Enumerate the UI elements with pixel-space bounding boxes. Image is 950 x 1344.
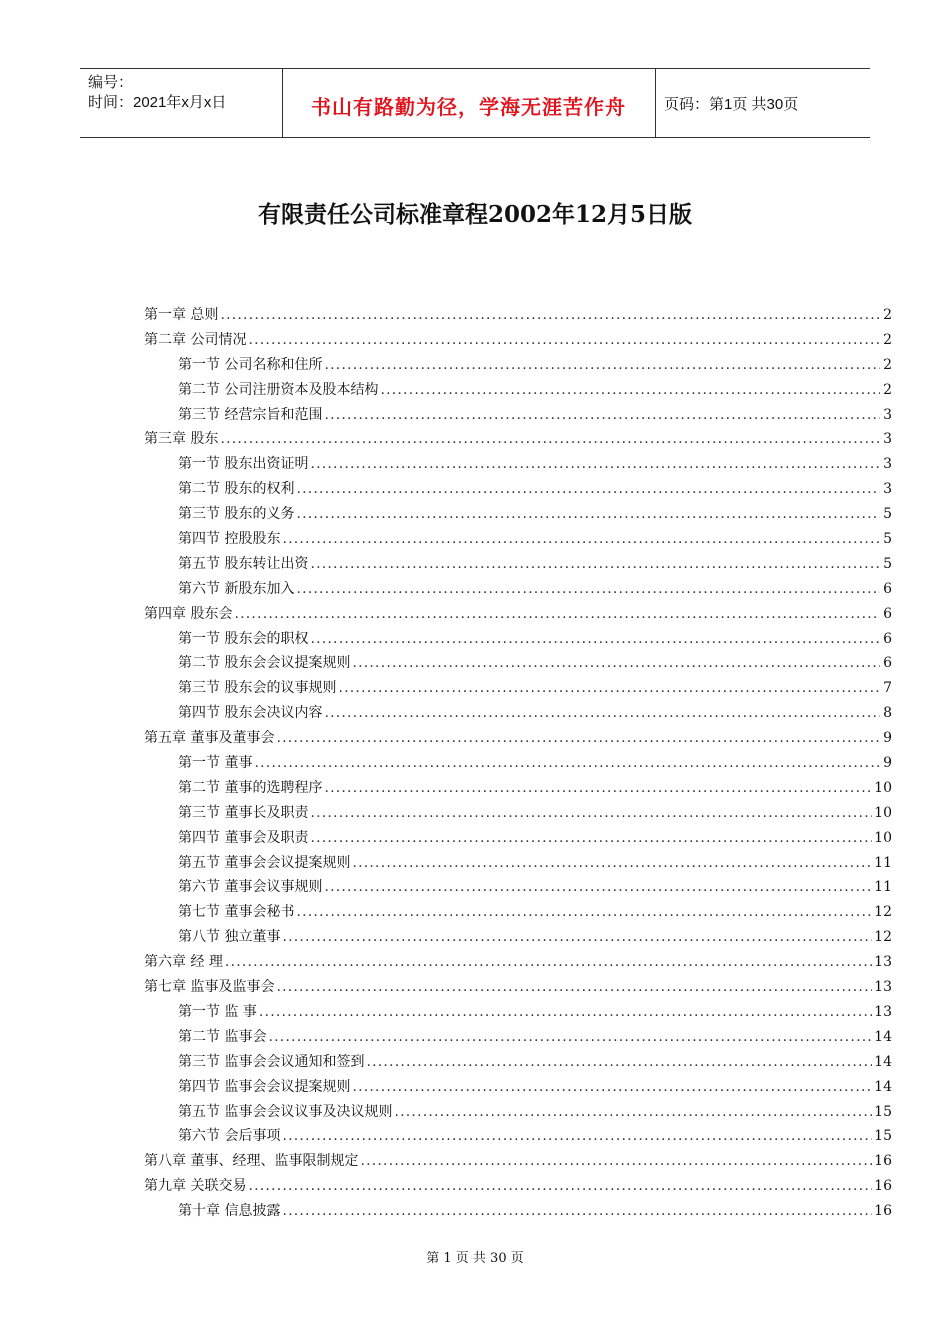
toc-entry-page: 12 [874, 904, 892, 921]
toc-entry[interactable] [144, 702, 892, 727]
toc-entry[interactable] [144, 976, 892, 1001]
toc-entry-page: 6 [883, 605, 892, 622]
toc-entry-label: 第二节 董事的选聘程序 [178, 779, 323, 796]
toc-leader-dots [352, 655, 880, 671]
toc-entry-label: 第九章 关联交易 [144, 1178, 247, 1195]
table-of-contents [144, 304, 892, 1225]
toc-entry-page: 10 [874, 829, 892, 846]
toc-entry-page: 14 [874, 1078, 892, 1095]
toc-entry-page: 3 [883, 406, 892, 423]
toc-entry-page: 14 [874, 1028, 892, 1045]
toc-entry-label: 第二章 公司情况 [144, 331, 247, 348]
toc-leader-dots [276, 730, 880, 746]
toc-entry[interactable] [144, 1026, 892, 1051]
toc-entry[interactable] [144, 578, 892, 603]
toc-entry[interactable] [144, 802, 892, 827]
toc-entry-page: 8 [883, 705, 892, 722]
toc-entry[interactable] [144, 1200, 892, 1225]
toc-entry-page: 11 [874, 879, 892, 896]
toc-entry-page: 16 [874, 1153, 892, 1170]
toc-entry-page: 11 [874, 854, 892, 871]
toc-entry[interactable] [144, 1001, 892, 1026]
header-meta [88, 73, 226, 113]
toc-entry-label: 第一章 总则 [144, 307, 219, 323]
toc-entry-page: 2 [883, 381, 892, 398]
toc-entry[interactable] [144, 752, 892, 777]
toc-entry-page: 15 [874, 1128, 892, 1145]
toc-entry[interactable] [144, 1150, 892, 1175]
toc-entry-label: 第十章 信息披露 [178, 1203, 281, 1220]
toc-entry-page: 16 [874, 1178, 892, 1195]
toc-entry-label: 第六章 经 理 [144, 954, 223, 971]
page-header [80, 68, 870, 138]
toc-entry-label: 第四章 股东会 [144, 605, 233, 622]
toc-entry-label: 第六节 董事会议事规则 [178, 879, 323, 896]
toc-entry-page: 14 [874, 1053, 892, 1070]
toc-leader-dots [276, 979, 872, 995]
toc-leader-dots [324, 705, 880, 721]
toc-leader-dots [248, 1178, 872, 1194]
toc-entry-label: 第六节 新股东加入 [178, 580, 295, 597]
toc-entry[interactable] [144, 379, 892, 404]
toc-leader-dots [394, 1104, 872, 1120]
toc-entry-page: 2 [883, 307, 892, 323]
toc-leader-dots [248, 332, 880, 348]
toc-entry-page: 12 [874, 929, 892, 946]
toc-leader-dots [324, 357, 880, 373]
toc-entry-page: 3 [883, 456, 892, 473]
toc-leader-dots [296, 481, 880, 497]
toc-leader-dots [282, 1203, 872, 1219]
toc-leader-dots [324, 780, 872, 796]
toc-entry-page: 2 [883, 356, 892, 373]
toc-entry[interactable] [144, 926, 892, 951]
toc-entry[interactable] [144, 1076, 892, 1101]
toc-leader-dots [254, 755, 880, 771]
toc-entry[interactable] [144, 777, 892, 802]
toc-entry-page: 13 [874, 979, 892, 996]
toc-entry-label: 第一节 股东出资证明 [178, 456, 309, 473]
toc-entry[interactable] [144, 727, 892, 752]
toc-leader-dots [282, 929, 872, 945]
toc-entry-label: 第五章 董事及董事会 [144, 730, 275, 747]
toc-entry[interactable] [144, 428, 892, 453]
toc-entry-label: 第四节 股东会决议内容 [178, 705, 323, 722]
toc-entry[interactable] [144, 478, 892, 503]
toc-entry-label: 第四节 董事会及职责 [178, 829, 309, 846]
toc-leader-dots [310, 556, 880, 572]
toc-entry[interactable] [144, 329, 892, 354]
toc-entry-page: 10 [874, 779, 892, 796]
time-label: 时间：2021年x月x日 [88, 94, 227, 111]
toc-entry-label: 第二节 监事会 [178, 1028, 267, 1045]
toc-entry-label: 第五节 监事会会议议事及决议规则 [178, 1103, 393, 1120]
toc-entry-label: 第二节 股东的权利 [178, 481, 295, 498]
toc-entry[interactable] [144, 901, 892, 926]
toc-entry-label: 第八章 董事、经理、监事限制规定 [144, 1153, 359, 1170]
toc-entry-label: 第二节 股东会会议提案规则 [178, 655, 351, 672]
toc-entry[interactable] [144, 354, 892, 379]
toc-leader-dots [310, 830, 872, 846]
serial-number-label: 编号： [88, 74, 134, 91]
toc-leader-dots [220, 431, 880, 447]
toc-entry-page: 16 [874, 1203, 892, 1220]
toc-leader-dots [360, 1153, 872, 1169]
toc-leader-dots [220, 307, 880, 323]
toc-entry-label: 第三节 股东的义务 [178, 506, 295, 523]
toc-entry-label: 第三节 股东会的议事规则 [178, 680, 337, 697]
toc-entry-label: 第一节 监 事 [178, 1003, 257, 1020]
toc-entry[interactable] [144, 503, 892, 528]
header-page-info: 页码：第1页 共30页 [664, 96, 799, 113]
toc-leader-dots [352, 855, 872, 871]
toc-entry-label: 第二节 公司注册资本及股本结构 [178, 381, 379, 398]
toc-entry-page: 5 [883, 555, 892, 572]
toc-entry-label: 第六节 会后事项 [178, 1128, 281, 1145]
toc-entry-page: 3 [883, 481, 892, 498]
toc-entry[interactable] [144, 677, 892, 702]
toc-entry[interactable] [144, 404, 892, 429]
toc-entry[interactable] [144, 628, 892, 653]
header-divider [655, 69, 656, 137]
toc-entry[interactable] [144, 876, 892, 901]
toc-entry[interactable] [144, 1175, 892, 1200]
toc-leader-dots [310, 456, 880, 472]
toc-entry-label: 第四节 控股股东 [178, 531, 281, 548]
toc-entry-label: 第一节 董事 [178, 755, 253, 772]
toc-entry-page: 15 [874, 1103, 892, 1120]
toc-leader-dots [324, 879, 872, 895]
toc-entry-label: 第三节 监事会会议通知和签到 [178, 1053, 365, 1070]
toc-entry-label: 第八节 独立董事 [178, 929, 281, 946]
toc-entry[interactable] [144, 1125, 892, 1150]
toc-leader-dots [380, 382, 880, 398]
toc-entry-page: 9 [883, 730, 892, 747]
toc-entry-label: 第七章 监事及监事会 [144, 979, 275, 996]
toc-entry-page: 10 [874, 804, 892, 821]
toc-leader-dots [282, 531, 880, 547]
toc-entry[interactable] [144, 652, 892, 677]
toc-leader-dots [296, 581, 880, 597]
page-footer: 第 1 页 共 30 页 [426, 1251, 524, 1266]
toc-entry[interactable] [144, 852, 892, 877]
toc-entry-page: 9 [883, 755, 892, 772]
toc-entry[interactable] [144, 827, 892, 852]
toc-entry-label: 第五节 董事会会议提案规则 [178, 854, 351, 871]
toc-leader-dots [282, 1128, 872, 1144]
toc-entry-page: 5 [883, 531, 892, 548]
toc-entry[interactable] [144, 603, 892, 628]
toc-leader-dots [296, 904, 872, 920]
toc-leader-dots [296, 506, 880, 522]
toc-entry-page: 6 [883, 630, 892, 647]
toc-leader-dots [366, 1054, 872, 1070]
toc-entry-page: 2 [883, 331, 892, 348]
toc-leader-dots [352, 1079, 872, 1095]
toc-entry[interactable] [144, 453, 892, 478]
toc-leader-dots [268, 1029, 872, 1045]
toc-entry-page: 3 [883, 431, 892, 448]
toc-entry-label: 第一节 股东会的职权 [178, 630, 309, 647]
toc-entry-label: 第一节 公司名称和住所 [178, 356, 323, 373]
toc-entry[interactable] [144, 1101, 892, 1126]
toc-leader-dots [338, 680, 880, 696]
toc-entry-page: 13 [874, 1003, 892, 1020]
toc-leader-dots [225, 954, 872, 970]
toc-leader-dots [234, 606, 880, 622]
toc-entry-page: 5 [883, 506, 892, 523]
toc-leader-dots [310, 805, 872, 821]
toc-leader-dots [310, 631, 880, 647]
toc-entry-page: 6 [883, 655, 892, 672]
header-motto: 书山有路勤为径，学海无涯苦作舟 [311, 95, 626, 119]
toc-entry-page: 6 [883, 580, 892, 597]
toc-entry-page: 7 [883, 680, 892, 697]
toc-entry-label: 第七节 董事会秘书 [178, 904, 295, 921]
toc-entry[interactable] [144, 304, 892, 329]
toc-leader-dots [259, 1004, 872, 1020]
toc-entry-label: 第三节 经营宗旨和范围 [178, 406, 323, 423]
toc-leader-dots [324, 407, 880, 423]
document-title: 有限责任公司标准章程2002年12月5日版 [257, 201, 693, 228]
toc-entry-label: 第三节 董事长及职责 [178, 804, 309, 821]
toc-entry-label: 第五节 股东转让出资 [178, 555, 309, 572]
toc-entry-label: 第三章 股东 [144, 431, 219, 448]
toc-entry-page: 13 [874, 954, 892, 971]
toc-entry[interactable] [144, 1051, 892, 1076]
toc-entry-label: 第四节 监事会会议提案规则 [178, 1078, 351, 1095]
toc-entry[interactable] [144, 951, 892, 976]
toc-entry[interactable] [144, 528, 892, 553]
toc-entry[interactable] [144, 553, 892, 578]
